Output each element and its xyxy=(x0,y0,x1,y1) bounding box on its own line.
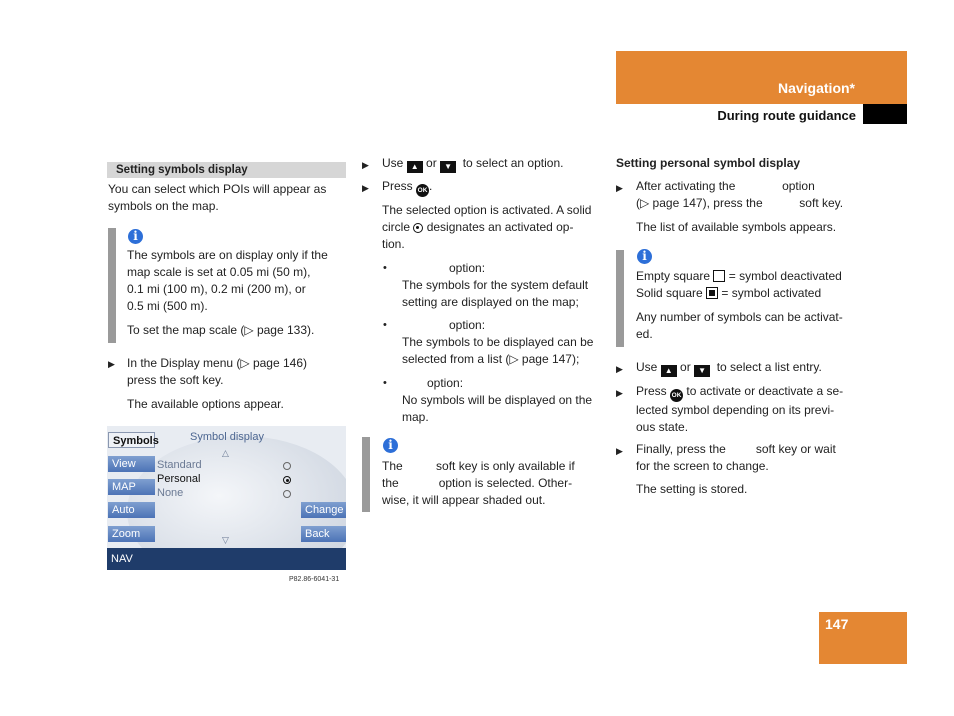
scroll-down-icon[interactable]: ▽ xyxy=(222,535,229,545)
empty-square-icon xyxy=(713,270,725,282)
scroll-up-icon[interactable]: △ xyxy=(222,448,229,458)
page-number-box xyxy=(819,612,907,664)
radio-standard[interactable] xyxy=(283,462,291,470)
info-icon: i xyxy=(637,249,652,264)
step-press-result: The selected option is activated. A solid circle designates an activated op- tion. xyxy=(382,203,592,251)
section-heading-bar xyxy=(107,162,346,178)
step-arrow-icon: ▶ xyxy=(616,446,623,456)
info-icon: i xyxy=(383,438,398,453)
info-bar xyxy=(108,228,116,343)
change-button[interactable]: Change xyxy=(301,502,346,518)
step-arrow-icon: ▶ xyxy=(616,183,623,193)
info-text: The soft key is only available if the option is selected. Other- wise, it will appear shaded out. xyxy=(382,459,575,507)
step-arrow-icon: ▶ xyxy=(108,359,115,369)
section-heading: Setting symbols display xyxy=(116,164,248,176)
map-button[interactable]: MAP xyxy=(108,479,155,495)
ok-button-icon: OK xyxy=(416,184,429,197)
info-bar xyxy=(616,250,624,347)
option-none[interactable]: None xyxy=(157,487,184,499)
solid-square-note: Solid square = symbol activated xyxy=(636,286,822,300)
page-number: 147 xyxy=(825,616,849,632)
section-title: Navigation* xyxy=(777,80,855,96)
auto-button[interactable]: Auto xyxy=(108,502,155,518)
step-finally: Finally, press the soft key or wait for the screen to change. xyxy=(636,442,836,473)
symbols-button[interactable]: Symbols xyxy=(108,432,155,448)
up-key-icon: ▲ xyxy=(407,161,423,173)
up-key-icon: ▲ xyxy=(661,365,677,377)
option-description: The symbols for the system default setting are displayed on the map; xyxy=(402,278,589,309)
activated-circle-icon xyxy=(413,223,423,233)
section-header xyxy=(616,51,907,104)
col3-heading: Setting personal symbol display xyxy=(616,156,801,170)
step-result: The list of available symbols appears. xyxy=(636,220,837,234)
ok-button-icon: OK xyxy=(670,389,683,402)
solid-square-icon xyxy=(706,287,718,299)
option-label: option: xyxy=(427,376,464,390)
option-label: option: xyxy=(449,318,486,332)
info-text: The symbols are on display only if the map scale is set at 0.05 mi (50 m), 0.1 mi (100 m), 0.2 mi (200 m), or 0.5 mi (500 m). xyxy=(127,248,328,313)
step-select-entry: Use ▲ or ▼ to select a list entry. xyxy=(636,360,822,375)
subsection-marker xyxy=(863,104,907,124)
step-after-activating: After activating the option (▷ page 147), press the soft key. xyxy=(636,179,844,210)
bullet-icon: • xyxy=(383,319,387,331)
step-result: The available options appear. xyxy=(127,397,284,411)
view-button[interactable]: View xyxy=(108,456,155,472)
step-arrow-icon: ▶ xyxy=(362,183,369,193)
intro-text: You can select which POIs will appear as symbols on the map. xyxy=(108,182,327,213)
step-arrow-icon: ▶ xyxy=(362,160,369,170)
option-label: option: xyxy=(449,261,486,275)
bullet-icon: • xyxy=(383,262,387,274)
step-press-ok: Press OK . xyxy=(382,178,432,197)
radio-none[interactable] xyxy=(283,490,291,498)
option-standard[interactable]: Standard xyxy=(157,459,202,471)
empty-square-note: Empty square = symbol deactivated xyxy=(636,269,842,283)
step-use-keys: Use ▲ or ▼ to select an option. xyxy=(382,156,564,171)
screen-title: Symbol display xyxy=(190,431,264,443)
option-description: The symbols to be displayed can be selected from a list (▷ page 147); xyxy=(402,335,594,366)
back-button[interactable]: Back xyxy=(301,526,346,542)
info-icon: i xyxy=(128,229,143,244)
figure-caption: P82.86-6041-31 xyxy=(289,576,340,583)
symbol-display-screen xyxy=(107,426,346,570)
down-key-icon: ▼ xyxy=(694,365,710,377)
subsection-title: During route guidance xyxy=(717,108,856,123)
info-text: Any number of symbols can be activat- ed. xyxy=(636,310,843,341)
zoom-button[interactable]: Zoom xyxy=(108,526,155,542)
step-arrow-icon: ▶ xyxy=(616,388,623,398)
option-description: No symbols will be displayed on the map. xyxy=(402,393,593,424)
option-personal[interactable]: Personal xyxy=(157,473,201,485)
step-arrow-icon: ▶ xyxy=(616,364,623,374)
step-display-menu: In the Display menu (▷ page 146) press the soft key. xyxy=(127,356,307,387)
down-key-icon: ▼ xyxy=(440,161,456,173)
bullet-icon: • xyxy=(383,377,387,389)
info-text-map-scale: To set the map scale (▷ page 133). xyxy=(127,323,315,337)
radio-personal[interactable] xyxy=(283,476,291,484)
info-bar xyxy=(362,437,370,512)
step-result: The setting is stored. xyxy=(636,482,748,496)
step-toggle-symbol: Press OK to activate or deactivate a se- lected symbol depending on its previ- ous state. xyxy=(636,384,844,434)
screen-status-bar: NAV xyxy=(107,548,346,570)
